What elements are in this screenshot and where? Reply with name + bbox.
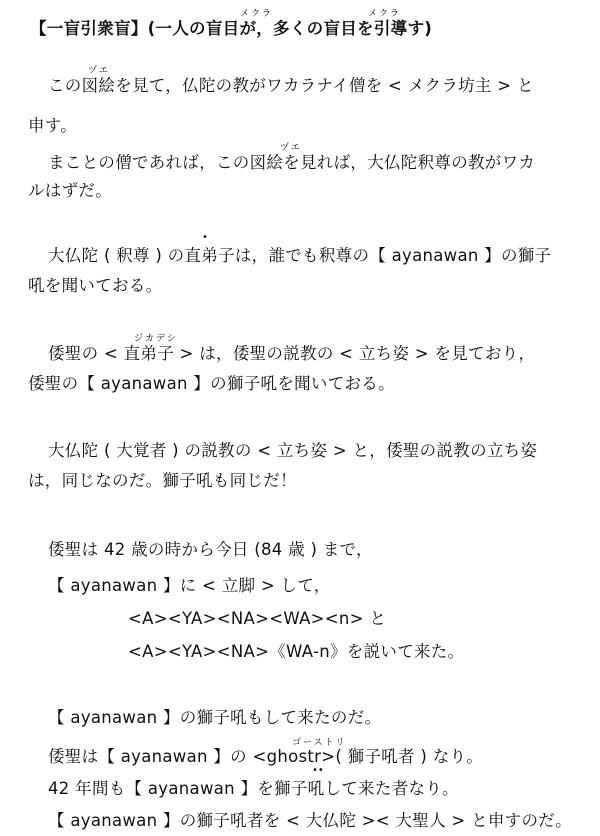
body-line-5: ルはずだ。 bbox=[28, 181, 112, 200]
body-line-4: まことの僧であれば，この図絵を見れば，大仏陀釈尊の教がワカ bbox=[48, 153, 536, 172]
body-line-19: 【 ayanawan 】の獅子吼者を < 大仏陀 >< 大聖人 > と申すのだ。 bbox=[48, 811, 572, 830]
body-line-3: 申す。 bbox=[28, 116, 78, 135]
body-line-6: 大仏陀 ( 釈尊 ) の直弟子は，誰でも釈尊の【 ayanawan 】の獅子 bbox=[48, 246, 552, 265]
body-line-2: この図絵を見て，仏陀の教がワカラナイ僧を < メクラ坊主 > と bbox=[48, 76, 534, 95]
emphasis-dot: • bbox=[202, 232, 208, 243]
ruby-zue-1: ヅエ bbox=[88, 66, 110, 76]
ruby-zue-2: ヅエ bbox=[280, 143, 302, 153]
body-line-10: 大仏陀 ( 大覚者 ) の説教の < 立ち姿 > と，倭聖の説教の立ち姿 bbox=[48, 441, 538, 460]
body-line-7: 吼を聞いておる。 bbox=[28, 276, 163, 295]
body-line-11: は，同じなのだ。獅子吼も同じだ！ bbox=[28, 471, 297, 490]
ruby-jikideshi: ジカデシ bbox=[134, 334, 178, 344]
body-line-9: 倭聖の【 ayanawan 】の獅子吼を聞いておる。 bbox=[28, 374, 395, 393]
heading-line: 【一盲引衆盲】(一人の盲目が，多くの盲目を引導す) bbox=[30, 19, 433, 38]
ruby-mekura-1: メクラ bbox=[240, 9, 274, 19]
body-line-14: <A><YA><NA><WA><n> と bbox=[128, 609, 387, 628]
body-line-17: 倭聖は【 ayanawan 】の <ghostr>( 獅子吼者 ) なり。 bbox=[48, 747, 484, 766]
body-line-16: 【 ayanawan 】の獅子吼もして来たのだ。 bbox=[48, 708, 382, 727]
body-line-13: 【 ayanawan 】に < 立脚 > して， bbox=[48, 576, 331, 595]
body-line-12: 倭聖は 42 歳の時から今日 (84 歳 ) まで， bbox=[48, 540, 373, 559]
body-line-8: 倭聖の < 直弟子 > は，倭聖の説教の < 立ち姿 > を見ており， bbox=[48, 344, 536, 363]
emphasis-dots: •• bbox=[312, 765, 324, 776]
body-line-18: 42 年間も【 ayanawan 】を獅子吼して来た者なり。 bbox=[48, 779, 459, 798]
body-line-15: <A><YA><NA>《WA-n》を説いて来た。 bbox=[128, 642, 465, 661]
ruby-ghostr: ゴーストリ bbox=[292, 738, 347, 748]
ruby-mekura-2: メクラ bbox=[368, 9, 402, 19]
